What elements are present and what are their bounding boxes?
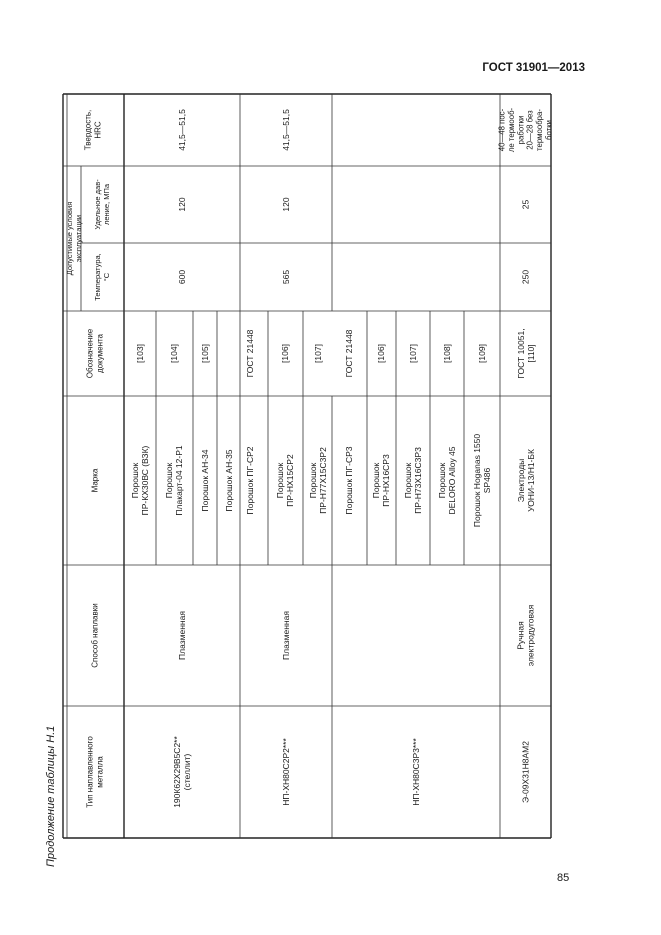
temperature-0: 600 (177, 269, 187, 285)
method-0: Плазменная (177, 611, 187, 660)
header-doc: Обозначение (85, 328, 95, 379)
continuation-label: Продолжение таблицы Н.1 (45, 725, 57, 867)
doc-cell: [110] (526, 344, 537, 363)
doc-cell: [108] (442, 344, 452, 363)
header-stress: Удельное дав- (93, 179, 102, 230)
header-metal-type: Тип наплавленного (85, 736, 95, 808)
header-conditions: эксплуатации (74, 214, 83, 263)
doc-cell: [105] (200, 344, 210, 363)
mark-cell: Порошок АН-35 (224, 449, 234, 512)
hardness-3: ботки (544, 120, 554, 140)
mark-cell: Порошок (307, 462, 318, 499)
hardness-3: термообра- (535, 109, 545, 151)
header-stress: ление, МПа (102, 183, 111, 226)
header-hardness: Твердость, (83, 109, 93, 151)
header-temperature: °С (102, 272, 111, 282)
mark-cell: Порошок (436, 462, 447, 499)
header-mark: Марка (90, 468, 100, 493)
mark-cell: Порошок Hoganas 1550 (471, 433, 482, 528)
mark-cell: SP486 (482, 467, 493, 494)
stress-1: 120 (281, 197, 291, 212)
table-text (65, 107, 553, 807)
mark-cell: Порошок ПГ-СР2 (245, 446, 255, 515)
page-number: 85 (557, 872, 570, 884)
doc-cell: ГОСТ 10051, (515, 328, 526, 379)
doc-cell: [107] (408, 344, 418, 363)
header-conditions: Допустимые условия (65, 201, 74, 276)
mark-cell: Порошок (274, 462, 285, 499)
metal-type-0: 190К62Х29В5С2** (171, 736, 182, 808)
mark-cell: Электроды (515, 458, 526, 503)
doc-cell: [106] (280, 344, 290, 363)
hardness-3: 40—48 пос- (497, 108, 507, 152)
metal-type-3: Э-09Х31Н8АМ2 (520, 741, 531, 803)
temperature-1: 565 (281, 269, 291, 285)
hardness-0: 41,5—51,5 (177, 109, 187, 151)
mark-cell: ПР-КХ30ВС (ВЗК) (140, 445, 151, 516)
hardness-3: 20—28 без (525, 110, 535, 150)
mark-cell: DELORO Alloy 45 (447, 446, 458, 515)
doc-cell: [103] (135, 344, 145, 363)
stress-0: 120 (177, 197, 187, 212)
mark-cell: Порошок (370, 462, 381, 499)
doc-cell: ГОСТ 21448 (245, 329, 255, 378)
mark-cell: ПР-Н73Х16С3Р3 (413, 447, 424, 514)
mark-cell: Порошок ПГ-СР3 (344, 446, 354, 515)
metal-type-0: (стеллит) (182, 753, 193, 791)
header-method: Способ наплавки (90, 603, 100, 668)
metal-type-1: НП-ХН80С2Р2*** (281, 738, 291, 806)
temperature-3: 250 (520, 269, 531, 285)
method-1: Плазменная (281, 611, 291, 660)
header-hardness: HRC (93, 121, 103, 139)
mark-cell: Порошок АН-34 (200, 449, 210, 512)
doc-cell: ГОСТ 21448 (344, 329, 354, 378)
standard-header: ГОСТ 31901—2013 (482, 62, 585, 74)
mark-cell: Порошок (163, 462, 174, 499)
hardness-3: ле термооб- (506, 107, 516, 153)
hardness-1: 41,5—51,5 (281, 109, 291, 151)
metal-type-2: НП-ХН80С3Р3*** (411, 738, 421, 806)
mark-cell: ПР-Н77Х15С3Р2 (318, 447, 329, 514)
mark-cell: ПР-НХ16СР3 (381, 454, 392, 507)
header-metal-type: металла (95, 756, 105, 788)
header-temperature: Температура, (93, 253, 102, 301)
mark-cell: Порошок (402, 462, 413, 499)
doc-cell: [107] (313, 344, 323, 363)
mark-cell: УОНИ-13/Н1-БК (526, 449, 537, 512)
doc-cell: [106] (376, 344, 386, 363)
method-3: электродуговая (525, 604, 536, 667)
hardness-3: работки (516, 115, 526, 145)
mark-cell: ПР-НХ15СР2 (285, 454, 296, 507)
doc-cell: [109] (477, 344, 487, 363)
stress-3: 25 (520, 199, 531, 210)
mark-cell: Порошок (129, 462, 140, 499)
method-3: Ручная (515, 621, 526, 650)
header-doc: документа (95, 333, 105, 374)
doc-cell: [104] (169, 344, 179, 363)
mark-cell: Плакарт-04 12-Р1 (174, 445, 185, 516)
